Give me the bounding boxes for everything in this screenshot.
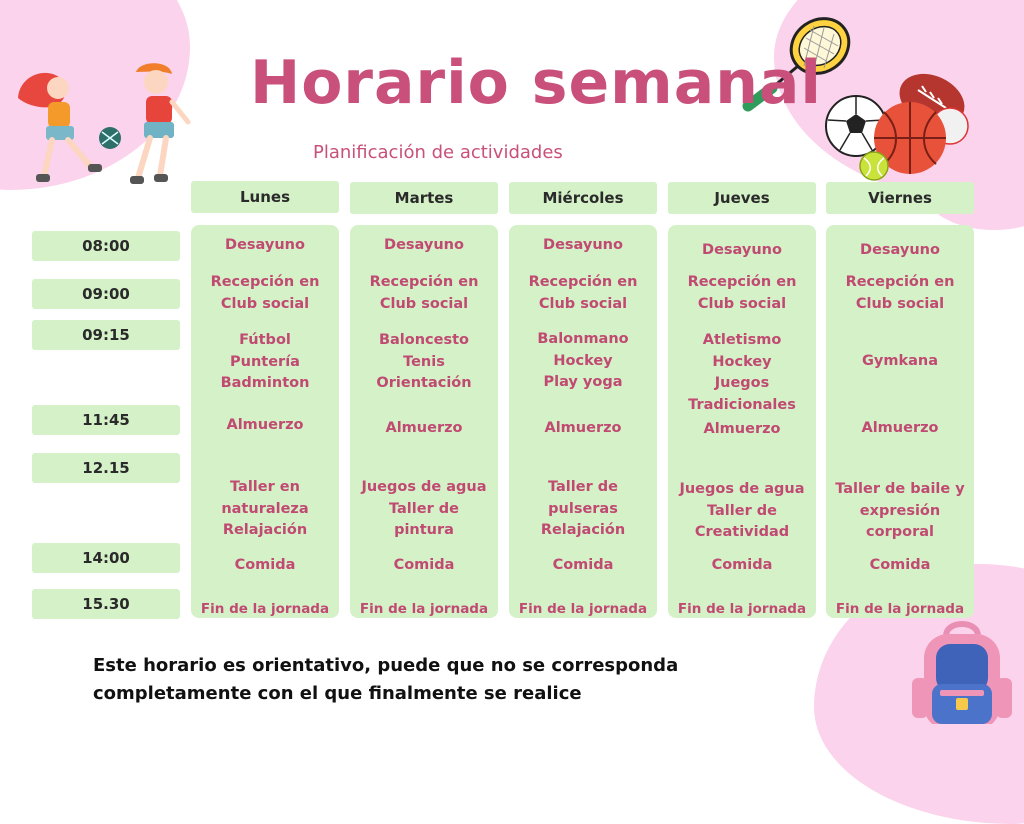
time-slot-0800: 08:00: [32, 231, 180, 261]
activity-cell: Fin de la jornada: [359, 601, 489, 617]
activity-cell: Recepción en Club social: [369, 274, 479, 312]
sports-balls-illustration: [822, 62, 972, 184]
activity-cell: Taller en naturaleza Relajación: [221, 479, 309, 538]
time-slot-0915: 09:15: [32, 320, 180, 350]
backpack-illustration: [906, 618, 1018, 724]
time-slot-1400: 14:00: [32, 543, 180, 573]
activity-cell: Desayuno: [860, 242, 940, 258]
activity-cell: Juegos de agua Taller de pintura: [361, 479, 487, 538]
activity-cell: Fin de la jornada: [518, 601, 648, 617]
time-slot-1530: 15.30: [32, 589, 180, 619]
activity-cell: Recepción en Club social: [687, 274, 797, 312]
day-column-martes: [350, 225, 498, 618]
activity-cell: Fútbol Puntería Badminton: [220, 332, 310, 391]
page-title: Horario semanal: [250, 48, 822, 118]
activity-cell: Desayuno: [225, 237, 305, 253]
activity-cell: Almuerzo: [861, 420, 939, 436]
activity-cell: Comida: [711, 557, 773, 573]
activity-cell: Desayuno: [384, 237, 464, 253]
time-slot-1145: 11:45: [32, 405, 180, 435]
activity-cell: Fin de la jornada: [200, 601, 330, 617]
activity-cell: Comida: [552, 557, 614, 573]
activity-cell: Recepción en Club social: [845, 274, 955, 312]
time-slot-1215: 12.15: [32, 453, 180, 483]
activity-cell: Gymkana: [862, 353, 938, 369]
activity-cell: Fin de la jornada: [835, 601, 965, 617]
activity-cell: Desayuno: [702, 242, 782, 258]
disclaimer-note: Este horario es orientativo, puede que no se corresponda completamente con el que finalmente se realice: [93, 655, 679, 704]
activity-cell: Almuerzo: [703, 421, 781, 437]
activity-cell: Fin de la jornada: [677, 601, 807, 617]
day-header-miercoles: Miércoles: [509, 182, 657, 214]
day-column-lunes: [191, 225, 339, 618]
activity-cell: Recepción en Club social: [210, 274, 320, 312]
activity-cell: Taller de baile y expresión corporal: [835, 481, 965, 540]
day-header-viernes: Viernes: [826, 182, 974, 214]
activity-cell: Almuerzo: [385, 420, 463, 436]
activity-cell: Comida: [869, 557, 931, 573]
activity-cell: Atletismo Hockey Juegos Tradicionales: [688, 332, 796, 413]
activity-cell: Taller de pulseras Relajación: [540, 479, 626, 538]
activity-cell: Desayuno: [543, 237, 623, 253]
day-header-jueves: Jueves: [668, 182, 816, 214]
activity-cell: Comida: [234, 557, 296, 573]
day-column-miercoles: [509, 225, 657, 618]
activity-cell: Recepción en Club social: [528, 274, 638, 312]
activity-cell: Baloncesto Tenis Orientación: [376, 332, 472, 391]
day-header-lunes: Lunes: [191, 181, 339, 213]
time-slot-0900: 09:00: [32, 279, 180, 309]
day-header-martes: Martes: [350, 182, 498, 214]
day-column-viernes: [826, 225, 974, 618]
activity-cell: Balonmano Hockey Play yoga: [537, 331, 629, 390]
page-subtitle: Planificación de actividades: [313, 142, 563, 163]
kids-playing-soccer-illustration: [10, 58, 195, 198]
activity-cell: Almuerzo: [544, 420, 622, 436]
activity-cell: Comida: [393, 557, 455, 573]
activity-cell: Juegos de agua Taller de Creatividad: [679, 481, 805, 540]
day-column-jueves: [668, 225, 816, 618]
activity-cell: Almuerzo: [226, 417, 304, 433]
